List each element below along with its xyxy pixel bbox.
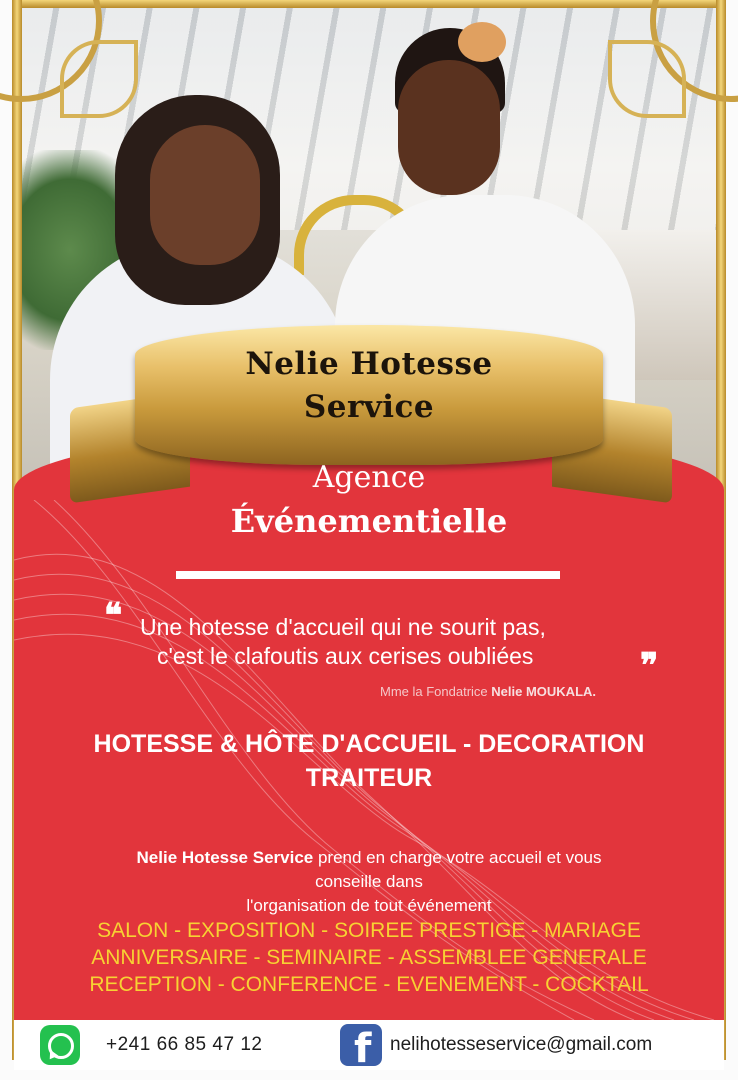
banner-title-line2: Service [303,389,435,425]
hostess-right-face [398,60,500,195]
agency-label: Agence [312,460,426,495]
events-line1: SALON - EXPOSITION - SOIREE PRESTIGE - MARIAGE [97,919,641,942]
phone-number[interactable]: +241 66 85 47 12 [106,1034,263,1055]
facebook-icon[interactable]: f [340,1024,382,1066]
quote-line1: Une hotesse d'accueil qui ne sourit pas, [140,614,546,640]
quote-signature [380,684,596,699]
description-line1 [14,846,724,870]
banner-title-line1: Nelie Hotesse [245,346,493,382]
banner-title [135,343,603,429]
divider [176,571,560,579]
gold-frame-top [12,0,726,8]
description-line2: conseille dans [315,872,423,891]
quote-line2: c'est le clafoutis aux cerises oubliées [157,643,534,669]
whatsapp-icon[interactable] [40,1025,80,1065]
hostess-right-hair-accessory [458,22,506,62]
signature-name: Nelie MOUKALA. [491,684,597,699]
quote-open-icon: ❝ [104,596,123,636]
email-address[interactable]: nelihotesseservice@gmail.com [390,1034,653,1055]
signature-prefix: Mme la Fondatrice [380,684,488,699]
gold-scroll-ornament [60,40,138,118]
events-line2: ANNIVERSAIRE - SEMINAIRE - ASSEMBLEE GENERALE [91,946,647,969]
events-line3: RECEPTION - CONFERENCE - EVENEMENT - COCKTAIL [89,973,649,996]
services-line1: HOTESSE & HÔTE D'ACCUEIL - DECORATION [93,730,645,758]
quote-close-icon: ❞ [640,646,659,686]
agency-type: Événementielle [230,502,508,540]
description-company: Nelie Hotesse Service [136,848,314,867]
hostess-left-face [150,125,260,265]
description-line3: l'organisation de tout événement [246,896,492,915]
description-line1-rest: prend en charge votre accueil et vous [317,848,602,867]
services-line2: TRAITEUR [305,764,433,792]
gold-scroll-ornament [608,40,686,118]
